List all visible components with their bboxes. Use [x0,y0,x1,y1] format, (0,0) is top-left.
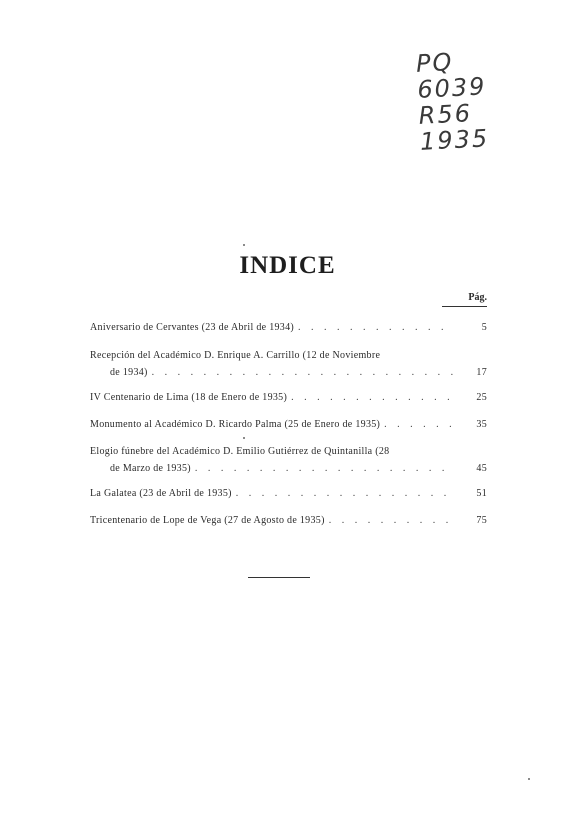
closing-rule [248,577,310,578]
dot-leader [298,319,453,336]
toc-entry-page: 51 [476,488,487,499]
toc-entry [90,512,487,529]
paper-speck [243,244,245,246]
call-number-line: PQ [415,47,455,78]
dot-leader [291,389,453,406]
toc-entry-page: 5 [481,322,487,333]
toc-entry-page: 17 [476,367,487,378]
toc-entry-page: 75 [476,515,487,526]
handwritten-call-number [415,45,530,155]
toc-entry-title: Aniversario de Cervantes (23 de Abril de 1934) [90,322,295,333]
header-rule [442,306,487,307]
toc-entry-page: 35 [476,419,487,430]
toc-entry-page: 25 [476,392,487,403]
dot-leader [236,485,453,502]
toc-entry [90,389,487,406]
toc-entry [90,485,487,502]
toc-entry [90,319,487,336]
toc-entry-title-cont: de 1934) [110,367,148,378]
toc-entry [90,347,487,381]
dot-leader [329,512,453,529]
dot-leader [195,460,453,477]
toc-entry [90,416,487,433]
page-column-header: Pág. [468,292,487,303]
toc-entry-title: Tricentenario de Lope de Vega (27 de Agosto de 1935) [90,515,325,526]
toc-entry-title: Elogio fúnebre del Académico D. Emilio Gutiérrez de Quintanilla (28 [90,446,390,457]
dot-leader [384,416,453,433]
paper-speck [243,437,245,439]
toc-entry-title: Recepción del Académico D. Enrique A. Carrillo (12 de Noviembre [90,350,381,361]
toc-entry-title: Monumento al Académico D. Ricardo Palma (25 de Enero de 1935) [90,419,381,430]
toc-entry-title: La Galatea (23 de Abril de 1935) [90,488,232,499]
paper-speck [528,778,530,780]
toc-entry-title-cont: de Marzo de 1935) [110,463,191,474]
toc-entry-page: 45 [476,463,487,474]
toc-entry [90,443,487,477]
toc-entry-title: IV Centenario de Lima (18 de Enero de 1935) [90,392,288,403]
call-number-line: 1935 [419,124,490,156]
page-title: INDICE [239,252,336,279]
call-number-line: 6039 [416,72,488,104]
dot-leader [152,364,453,381]
call-number-line: R56 [418,99,473,130]
